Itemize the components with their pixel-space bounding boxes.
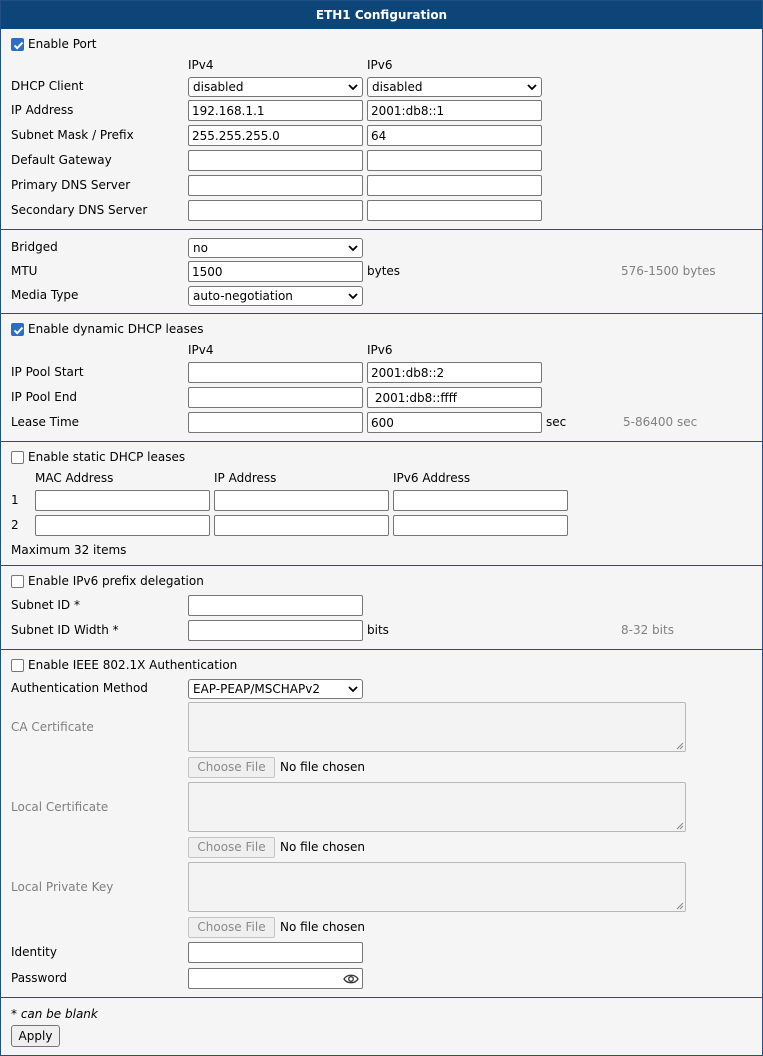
enable-dhcp-leases-label: Enable dynamic DHCP leases (28, 322, 204, 336)
static-mac-input[interactable] (35, 515, 210, 536)
subnet-id-width-input[interactable] (188, 620, 363, 641)
ip-address-ipv6-input[interactable] (367, 100, 542, 121)
local-certificate-label: Local Certificate (11, 800, 109, 814)
mtu-hint: 576-1500 bytes (621, 264, 716, 278)
resize-grip-icon[interactable] (676, 742, 684, 750)
auth-method-select[interactable] (188, 679, 363, 699)
subnet-ipv4-input[interactable] (188, 125, 363, 146)
ip-address-header: IP Address (214, 471, 277, 485)
checkmark-icon (12, 324, 25, 337)
ca-certificate-choose-file-button[interactable]: Choose File (188, 757, 275, 778)
ca-certificate-file-status: No file chosen (280, 760, 366, 774)
chevron-down-icon (526, 80, 538, 94)
dhcp-client-ipv4-value: disabled (193, 80, 244, 94)
apply-button[interactable]: Apply (11, 1025, 60, 1047)
pool-start-label: IP Pool Start (11, 365, 84, 379)
static-ip-input[interactable] (214, 490, 389, 511)
primary-dns-ipv6-input[interactable] (367, 175, 542, 196)
secondary-dns-ipv4-input[interactable] (188, 200, 363, 221)
ip-address-label: IP Address (11, 103, 74, 117)
ip-address-ipv4-input[interactable] (188, 100, 363, 121)
auth-method-value: EAP-PEAP/MSCHAPv2 (193, 682, 320, 696)
max-items-note: Maximum 32 items (11, 543, 127, 557)
primary-dns-label: Primary DNS Server (11, 178, 131, 192)
enable-prefix-delegation-label: Enable IPv6 prefix delegation (28, 574, 204, 588)
media-type-select[interactable] (188, 286, 363, 306)
section-divider (1, 313, 762, 314)
lease-time-label: Lease Time (11, 415, 80, 429)
auth-method-label: Authentication Method (11, 681, 148, 695)
password-input[interactable] (188, 968, 363, 989)
local-private-key-label: Local Private Key (11, 880, 114, 894)
local-certificate-file-status: No file chosen (280, 840, 366, 854)
enable-port-checkbox[interactable] (11, 38, 24, 51)
enable-port-label: Enable Port (28, 37, 97, 51)
dhcp-client-ipv6-select[interactable] (367, 77, 542, 97)
pool-end-ipv4-input[interactable] (188, 387, 363, 408)
secondary-dns-label: Secondary DNS Server (11, 203, 148, 217)
subnet-id-input[interactable] (188, 595, 363, 616)
subnet-id-width-label: Subnet ID Width * (11, 623, 119, 637)
lease-time-input[interactable] (367, 412, 542, 433)
enable-prefix-delegation-checkbox[interactable] (11, 575, 24, 588)
gateway-label: Default Gateway (11, 153, 112, 167)
local-private-key-choose-file-button[interactable]: Choose File (188, 917, 275, 938)
enable-static-leases-label: Enable static DHCP leases (28, 450, 186, 464)
chevron-down-icon (347, 682, 359, 696)
chevron-down-icon (347, 80, 359, 94)
dhcp-client-label: DHCP Client (11, 79, 84, 93)
subnet-ipv6-input[interactable] (367, 125, 542, 146)
local-private-key-file-status: No file chosen (280, 920, 366, 934)
enable-8021x-checkbox[interactable] (11, 659, 24, 672)
static-ipv6-input[interactable] (393, 490, 568, 511)
subnet-id-width-unit: bits (367, 623, 389, 637)
subnet-id-label: Subnet ID * (11, 598, 80, 612)
lease-time-unit: sec (546, 415, 567, 429)
static-ip-input[interactable] (214, 515, 389, 536)
static-row-number: 2 (11, 518, 19, 532)
pool-start-ipv6-input[interactable] (367, 362, 542, 383)
lease-time-hint: 5-86400 sec (623, 415, 698, 429)
ipv4-column-header: IPv4 (188, 58, 214, 72)
eye-icon[interactable] (343, 973, 359, 985)
gateway-ipv4-input[interactable] (188, 150, 363, 171)
ipv6-address-header: IPv6 Address (393, 471, 471, 485)
static-mac-input[interactable] (35, 490, 210, 511)
resize-grip-icon[interactable] (676, 902, 684, 910)
enable-8021x-label: Enable IEEE 802.1X Authentication (28, 658, 238, 672)
media-type-value: auto-negotiation (193, 289, 293, 303)
mtu-input[interactable] (188, 261, 363, 282)
pool-end-ipv6-input[interactable] (367, 387, 542, 408)
panel-title: ETH1 Configuration (1, 1, 762, 29)
subnet-label: Subnet Mask / Prefix (11, 128, 134, 142)
static-row-number: 1 (11, 493, 19, 507)
bridged-select[interactable] (188, 238, 363, 258)
identity-input[interactable] (188, 942, 363, 963)
mtu-unit: bytes (367, 264, 401, 278)
mtu-label: MTU (11, 264, 38, 278)
gateway-ipv6-input[interactable] (367, 150, 542, 171)
local-certificate-textarea[interactable] (188, 782, 686, 832)
lease-time-ipv4-input[interactable] (188, 412, 363, 433)
secondary-dns-ipv6-input[interactable] (367, 200, 542, 221)
media-type-label: Media Type (11, 288, 79, 302)
password-label: Password (11, 971, 68, 985)
section-divider (1, 229, 762, 230)
section-divider (1, 997, 762, 998)
enable-static-leases-checkbox[interactable] (11, 451, 24, 464)
ca-certificate-textarea[interactable] (188, 702, 686, 752)
dhcp-ipv6-column-header: IPv6 (367, 343, 393, 357)
local-private-key-textarea[interactable] (188, 862, 686, 912)
enable-dhcp-leases-checkbox[interactable] (11, 323, 24, 336)
section-divider (1, 441, 762, 442)
bridged-label: Bridged (11, 240, 58, 254)
static-ipv6-input[interactable] (393, 515, 568, 536)
chevron-down-icon (347, 289, 359, 303)
checkmark-icon (12, 39, 25, 52)
pool-start-ipv4-input[interactable] (188, 362, 363, 383)
ca-certificate-label: CA Certificate (11, 720, 94, 734)
footnote: * can be blank (11, 1007, 98, 1021)
dhcp-client-ipv4-select[interactable] (188, 77, 363, 97)
section-divider (1, 649, 762, 650)
pool-end-label: IP Pool End (11, 390, 78, 404)
ipv6-column-header: IPv6 (367, 58, 393, 72)
chevron-down-icon (347, 241, 359, 255)
mac-address-header: MAC Address (35, 471, 114, 485)
resize-grip-icon[interactable] (676, 822, 684, 830)
dhcp-ipv4-column-header: IPv4 (188, 343, 214, 357)
subnet-id-width-hint: 8-32 bits (621, 623, 674, 637)
dhcp-client-ipv6-value: disabled (372, 80, 423, 94)
primary-dns-ipv4-input[interactable] (188, 175, 363, 196)
bridged-value: no (193, 241, 208, 255)
section-divider (1, 565, 762, 566)
local-certificate-choose-file-button[interactable]: Choose File (188, 837, 275, 858)
identity-label: Identity (11, 945, 57, 959)
